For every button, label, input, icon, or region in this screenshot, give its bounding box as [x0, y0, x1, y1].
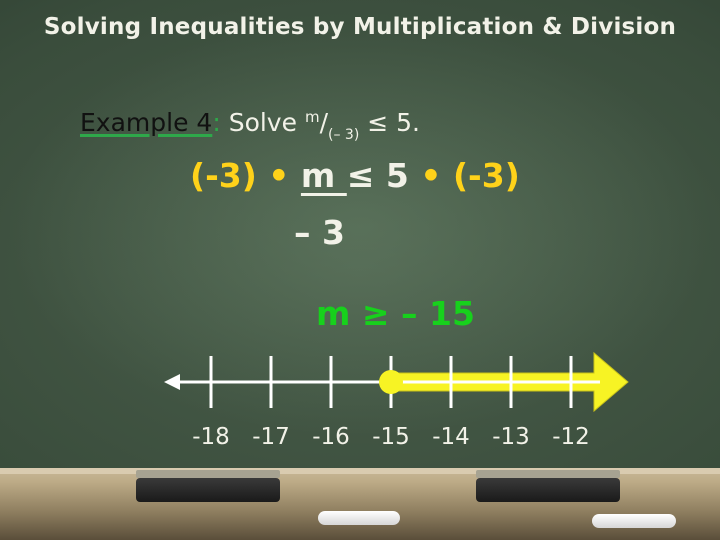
- left-factor: (-3) •: [190, 156, 301, 195]
- example-denominator: (– 3): [328, 127, 360, 143]
- tick-label: -12: [552, 424, 590, 450]
- example-text: Solve: [220, 108, 305, 137]
- tick-label: -18: [192, 424, 230, 450]
- chalk-piece: [318, 511, 400, 525]
- closed-point: [379, 370, 403, 394]
- example-slash: /: [319, 108, 328, 137]
- slide-title: Solving Inequalities by Multiplication & Division: [43, 14, 677, 40]
- example-numerator: m: [304, 108, 320, 126]
- tick-label: -17: [252, 424, 290, 450]
- right-factor: • (-3): [408, 156, 520, 195]
- solution: m ≥ – 15: [316, 294, 475, 333]
- left-arrow-head: [164, 374, 180, 390]
- tick-label: -14: [432, 424, 470, 450]
- eraser-right-felt: [476, 470, 620, 478]
- inequality-symbol: ≤: [346, 156, 386, 195]
- example-label: Example 4: [80, 108, 213, 137]
- eraser-left: [136, 478, 280, 502]
- eraser-right: [476, 478, 620, 502]
- example-colon: :: [212, 108, 221, 137]
- tick-label: -15: [372, 424, 410, 450]
- fraction-numerator: m: [300, 156, 347, 195]
- right-value: 5: [385, 156, 409, 195]
- example-inequality: ≤ 5.: [359, 108, 420, 137]
- tick-label: -13: [492, 424, 530, 450]
- fraction-denominator: – 3: [294, 213, 345, 252]
- eraser-left-felt: [136, 470, 280, 478]
- tick-label: -16: [312, 424, 350, 450]
- chalk-piece: [592, 514, 676, 528]
